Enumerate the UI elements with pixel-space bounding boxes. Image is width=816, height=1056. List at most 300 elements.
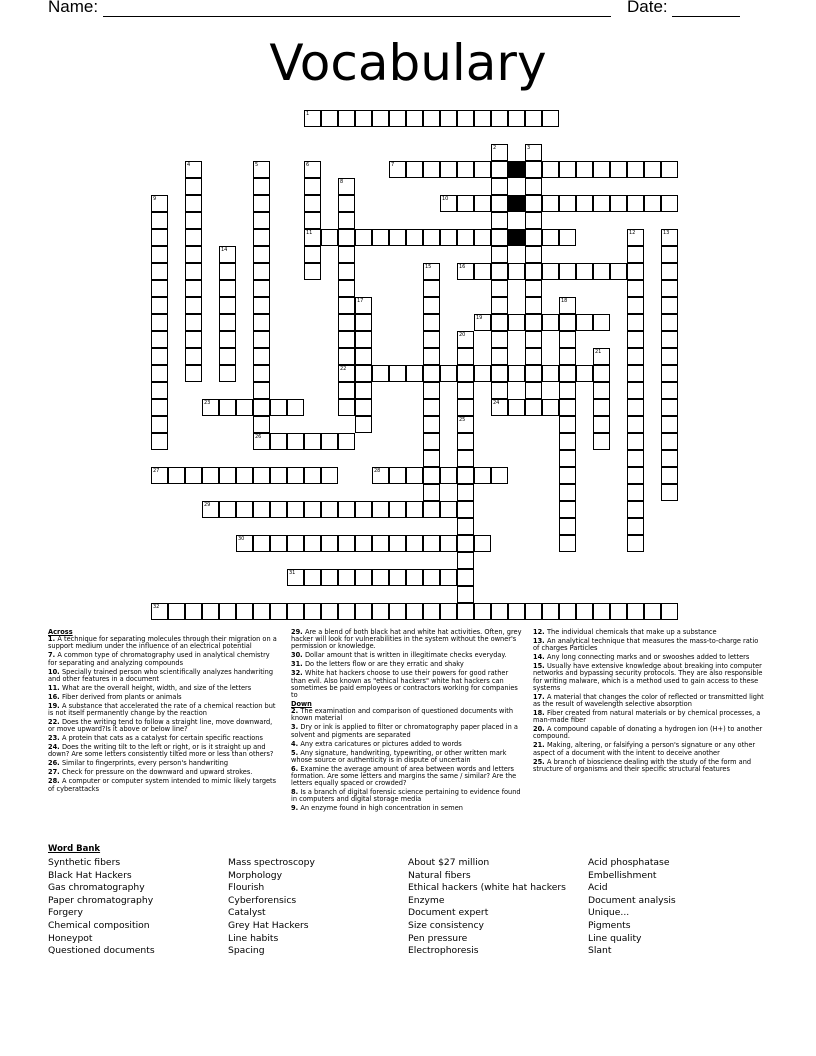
grid-cell[interactable] xyxy=(372,501,389,518)
grid-cell[interactable] xyxy=(304,501,321,518)
grid-cell[interactable] xyxy=(287,603,304,620)
grid-cell[interactable] xyxy=(185,263,202,280)
grid-cell[interactable] xyxy=(338,399,355,416)
grid-cell[interactable] xyxy=(287,467,304,484)
grid-cell[interactable] xyxy=(151,433,168,450)
grid-cell[interactable] xyxy=(219,314,236,331)
grid-cell[interactable] xyxy=(559,382,576,399)
grid-cell[interactable] xyxy=(457,433,474,450)
grid-cell[interactable] xyxy=(389,535,406,552)
grid-cell[interactable] xyxy=(287,399,304,416)
grid-cell[interactable] xyxy=(440,229,457,246)
grid-cell[interactable] xyxy=(525,263,542,280)
grid-cell[interactable] xyxy=(338,433,355,450)
grid-cell[interactable] xyxy=(542,603,559,620)
grid-cell[interactable] xyxy=(627,603,644,620)
grid-cell[interactable] xyxy=(457,195,474,212)
grid-cell[interactable] xyxy=(457,382,474,399)
grid-cell[interactable] xyxy=(491,212,508,229)
grid-cell[interactable] xyxy=(644,603,661,620)
grid-cell[interactable] xyxy=(355,348,372,365)
grid-cell[interactable] xyxy=(457,518,474,535)
grid-cell[interactable] xyxy=(525,331,542,348)
grid-cell[interactable] xyxy=(559,467,576,484)
grid-cell[interactable] xyxy=(202,603,219,620)
grid-cell[interactable] xyxy=(185,331,202,348)
grid-cell[interactable] xyxy=(185,195,202,212)
grid-cell[interactable] xyxy=(661,263,678,280)
grid-cell[interactable] xyxy=(440,110,457,127)
grid-cell[interactable] xyxy=(525,314,542,331)
grid-cell[interactable] xyxy=(593,399,610,416)
grid-cell[interactable] xyxy=(253,229,270,246)
grid-cell[interactable] xyxy=(508,603,525,620)
grid-cell[interactable] xyxy=(219,467,236,484)
grid-cell[interactable] xyxy=(627,195,644,212)
grid-cell[interactable] xyxy=(627,416,644,433)
grid-cell[interactable] xyxy=(457,229,474,246)
grid-cell[interactable] xyxy=(457,467,474,484)
grid-cell[interactable] xyxy=(321,603,338,620)
grid-cell[interactable] xyxy=(151,314,168,331)
grid-cell[interactable] xyxy=(627,433,644,450)
grid-cell[interactable] xyxy=(457,484,474,501)
grid-cell[interactable] xyxy=(236,603,253,620)
grid-cell[interactable] xyxy=(304,467,321,484)
grid-cell[interactable] xyxy=(185,348,202,365)
grid-cell[interactable] xyxy=(423,535,440,552)
grid-cell[interactable] xyxy=(219,399,236,416)
grid-cell[interactable] xyxy=(151,348,168,365)
grid-cell[interactable] xyxy=(661,484,678,501)
grid-cell[interactable] xyxy=(372,365,389,382)
grid-cell[interactable] xyxy=(151,399,168,416)
grid-cell[interactable] xyxy=(661,280,678,297)
grid-cell[interactable] xyxy=(491,229,508,246)
grid-cell[interactable] xyxy=(389,365,406,382)
grid-cell[interactable] xyxy=(525,382,542,399)
grid-cell[interactable] xyxy=(270,399,287,416)
grid-cell[interactable] xyxy=(185,212,202,229)
grid-cell[interactable] xyxy=(423,433,440,450)
grid-cell[interactable] xyxy=(525,348,542,365)
grid-cell[interactable] xyxy=(355,110,372,127)
grid-cell[interactable] xyxy=(355,331,372,348)
grid-cell[interactable] xyxy=(491,297,508,314)
grid-cell[interactable] xyxy=(457,603,474,620)
grid-cell[interactable] xyxy=(542,161,559,178)
grid-cell[interactable] xyxy=(338,382,355,399)
grid-cell[interactable] xyxy=(627,263,644,280)
grid-cell[interactable] xyxy=(627,348,644,365)
grid-cell[interactable] xyxy=(627,365,644,382)
grid-cell[interactable] xyxy=(321,535,338,552)
grid-cell[interactable] xyxy=(559,450,576,467)
grid-cell[interactable] xyxy=(151,263,168,280)
grid-cell[interactable] xyxy=(576,195,593,212)
grid-cell[interactable] xyxy=(525,603,542,620)
grid-cell[interactable] xyxy=(253,178,270,195)
grid-cell[interactable] xyxy=(253,280,270,297)
grid-cell[interactable] xyxy=(406,501,423,518)
grid-cell[interactable] xyxy=(525,365,542,382)
grid-cell[interactable] xyxy=(151,229,168,246)
grid-cell[interactable] xyxy=(491,348,508,365)
grid-cell[interactable] xyxy=(423,280,440,297)
grid-cell[interactable] xyxy=(491,178,508,195)
grid-cell[interactable] xyxy=(491,110,508,127)
grid-cell[interactable] xyxy=(627,314,644,331)
grid-cell[interactable] xyxy=(338,535,355,552)
grid-cell[interactable] xyxy=(304,535,321,552)
grid-cell[interactable] xyxy=(610,161,627,178)
grid-cell[interactable] xyxy=(372,535,389,552)
grid-cell[interactable] xyxy=(559,263,576,280)
grid-cell[interactable] xyxy=(304,195,321,212)
grid-cell[interactable] xyxy=(457,399,474,416)
grid-cell[interactable] xyxy=(355,569,372,586)
grid-cell[interactable] xyxy=(457,450,474,467)
grid-cell[interactable] xyxy=(627,246,644,263)
grid-cell[interactable] xyxy=(491,331,508,348)
grid-cell[interactable] xyxy=(627,399,644,416)
grid-cell[interactable] xyxy=(406,229,423,246)
grid-cell[interactable] xyxy=(457,569,474,586)
grid-cell[interactable] xyxy=(457,110,474,127)
grid-cell[interactable] xyxy=(304,603,321,620)
grid-cell[interactable] xyxy=(423,467,440,484)
grid-cell[interactable] xyxy=(593,416,610,433)
grid-cell[interactable] xyxy=(559,416,576,433)
grid-cell[interactable] xyxy=(474,603,491,620)
grid-cell[interactable] xyxy=(253,501,270,518)
grid-cell[interactable] xyxy=(593,161,610,178)
grid-cell[interactable] xyxy=(219,331,236,348)
grid-cell[interactable] xyxy=(559,433,576,450)
grid-cell[interactable] xyxy=(576,263,593,280)
grid-cell[interactable] xyxy=(151,365,168,382)
grid-cell[interactable] xyxy=(355,229,372,246)
grid-cell[interactable] xyxy=(508,110,525,127)
grid-cell[interactable] xyxy=(491,314,508,331)
grid-cell[interactable] xyxy=(576,314,593,331)
grid-cell[interactable] xyxy=(185,280,202,297)
grid-cell[interactable] xyxy=(593,195,610,212)
grid-cell[interactable] xyxy=(508,314,525,331)
grid-cell[interactable] xyxy=(474,467,491,484)
grid-cell[interactable] xyxy=(253,263,270,280)
grid-cell[interactable] xyxy=(508,365,525,382)
grid-cell[interactable] xyxy=(423,484,440,501)
grid-cell[interactable] xyxy=(270,433,287,450)
grid-cell[interactable] xyxy=(440,603,457,620)
grid-cell[interactable] xyxy=(219,603,236,620)
grid-cell[interactable] xyxy=(491,382,508,399)
grid-cell[interactable] xyxy=(151,331,168,348)
grid-cell[interactable] xyxy=(185,229,202,246)
grid-cell[interactable] xyxy=(610,603,627,620)
grid-cell[interactable] xyxy=(338,348,355,365)
grid-cell[interactable] xyxy=(525,110,542,127)
grid-cell[interactable] xyxy=(338,331,355,348)
grid-cell[interactable] xyxy=(661,467,678,484)
grid-cell[interactable] xyxy=(321,501,338,518)
grid-cell[interactable] xyxy=(321,569,338,586)
grid-cell[interactable] xyxy=(151,212,168,229)
grid-cell[interactable] xyxy=(321,229,338,246)
grid-cell[interactable] xyxy=(168,603,185,620)
grid-cell[interactable] xyxy=(253,314,270,331)
grid-cell[interactable] xyxy=(542,263,559,280)
grid-cell[interactable] xyxy=(559,535,576,552)
grid-cell[interactable] xyxy=(627,501,644,518)
grid-cell[interactable] xyxy=(219,348,236,365)
grid-cell[interactable] xyxy=(491,365,508,382)
grid-cell[interactable] xyxy=(236,399,253,416)
grid-cell[interactable] xyxy=(508,399,525,416)
grid-cell[interactable] xyxy=(627,484,644,501)
grid-cell[interactable] xyxy=(338,195,355,212)
grid-cell[interactable] xyxy=(491,603,508,620)
grid-cell[interactable] xyxy=(389,569,406,586)
grid-cell[interactable] xyxy=(423,297,440,314)
grid-cell[interactable] xyxy=(304,433,321,450)
grid-cell[interactable] xyxy=(661,348,678,365)
grid-cell[interactable] xyxy=(355,501,372,518)
grid-cell[interactable] xyxy=(423,501,440,518)
grid-cell[interactable] xyxy=(338,297,355,314)
grid-cell[interactable] xyxy=(287,535,304,552)
grid-cell[interactable] xyxy=(457,501,474,518)
grid-cell[interactable] xyxy=(423,229,440,246)
grid-cell[interactable] xyxy=(389,467,406,484)
grid-cell[interactable] xyxy=(389,501,406,518)
grid-cell[interactable] xyxy=(151,297,168,314)
grid-cell[interactable] xyxy=(151,382,168,399)
grid-cell[interactable] xyxy=(661,603,678,620)
grid-cell[interactable] xyxy=(423,603,440,620)
grid-cell[interactable] xyxy=(644,161,661,178)
grid-cell[interactable] xyxy=(304,263,321,280)
grid-cell[interactable] xyxy=(219,263,236,280)
grid-cell[interactable] xyxy=(423,110,440,127)
grid-cell[interactable] xyxy=(185,178,202,195)
grid-cell[interactable] xyxy=(355,314,372,331)
grid-cell[interactable] xyxy=(440,535,457,552)
grid-cell[interactable] xyxy=(355,399,372,416)
grid-cell[interactable] xyxy=(389,603,406,620)
grid-cell[interactable] xyxy=(627,518,644,535)
grid-cell[interactable] xyxy=(304,212,321,229)
grid-cell[interactable] xyxy=(542,195,559,212)
grid-cell[interactable] xyxy=(661,195,678,212)
grid-cell[interactable] xyxy=(661,365,678,382)
grid-cell[interactable] xyxy=(185,365,202,382)
grid-cell[interactable] xyxy=(423,365,440,382)
grid-cell[interactable] xyxy=(661,399,678,416)
grid-cell[interactable] xyxy=(219,501,236,518)
grid-cell[interactable] xyxy=(474,110,491,127)
grid-cell[interactable] xyxy=(253,416,270,433)
grid-cell[interactable] xyxy=(661,433,678,450)
grid-cell[interactable] xyxy=(474,195,491,212)
grid-cell[interactable] xyxy=(559,314,576,331)
grid-cell[interactable] xyxy=(423,314,440,331)
grid-cell[interactable] xyxy=(593,603,610,620)
grid-cell[interactable] xyxy=(661,297,678,314)
grid-cell[interactable] xyxy=(542,365,559,382)
grid-cell[interactable] xyxy=(355,382,372,399)
grid-cell[interactable] xyxy=(372,603,389,620)
grid-cell[interactable] xyxy=(423,382,440,399)
grid-cell[interactable] xyxy=(338,110,355,127)
grid-cell[interactable] xyxy=(253,195,270,212)
grid-cell[interactable] xyxy=(627,450,644,467)
grid-cell[interactable] xyxy=(406,467,423,484)
grid-cell[interactable] xyxy=(627,331,644,348)
grid-cell[interactable] xyxy=(525,297,542,314)
grid-cell[interactable] xyxy=(151,246,168,263)
grid-cell[interactable] xyxy=(338,501,355,518)
grid-cell[interactable] xyxy=(270,467,287,484)
grid-cell[interactable] xyxy=(321,110,338,127)
grid-cell[interactable] xyxy=(457,161,474,178)
grid-cell[interactable] xyxy=(423,331,440,348)
grid-cell[interactable] xyxy=(406,603,423,620)
grid-cell[interactable] xyxy=(559,331,576,348)
grid-cell[interactable] xyxy=(576,161,593,178)
grid-cell[interactable] xyxy=(491,263,508,280)
grid-cell[interactable] xyxy=(559,348,576,365)
grid-cell[interactable] xyxy=(440,365,457,382)
grid-cell[interactable] xyxy=(253,535,270,552)
grid-cell[interactable] xyxy=(559,518,576,535)
grid-cell[interactable] xyxy=(593,382,610,399)
grid-cell[interactable] xyxy=(338,280,355,297)
grid-cell[interactable] xyxy=(389,110,406,127)
grid-cell[interactable] xyxy=(457,535,474,552)
grid-cell[interactable] xyxy=(270,501,287,518)
grid-cell[interactable] xyxy=(661,161,678,178)
grid-cell[interactable] xyxy=(253,246,270,263)
grid-cell[interactable] xyxy=(559,399,576,416)
grid-cell[interactable] xyxy=(253,348,270,365)
grid-cell[interactable] xyxy=(423,348,440,365)
grid-cell[interactable] xyxy=(559,229,576,246)
grid-cell[interactable] xyxy=(661,246,678,263)
grid-cell[interactable] xyxy=(661,314,678,331)
grid-cell[interactable] xyxy=(338,314,355,331)
grid-cell[interactable] xyxy=(355,535,372,552)
grid-cell[interactable] xyxy=(525,212,542,229)
grid-cell[interactable] xyxy=(372,229,389,246)
grid-cell[interactable] xyxy=(338,263,355,280)
grid-cell[interactable] xyxy=(287,501,304,518)
grid-cell[interactable] xyxy=(474,535,491,552)
grid-cell[interactable] xyxy=(219,365,236,382)
grid-cell[interactable] xyxy=(253,331,270,348)
grid-cell[interactable] xyxy=(406,110,423,127)
grid-cell[interactable] xyxy=(406,161,423,178)
grid-cell[interactable] xyxy=(610,195,627,212)
grid-cell[interactable] xyxy=(304,178,321,195)
grid-cell[interactable] xyxy=(338,229,355,246)
grid-cell[interactable] xyxy=(423,416,440,433)
grid-cell[interactable] xyxy=(525,195,542,212)
grid-cell[interactable] xyxy=(287,433,304,450)
grid-cell[interactable] xyxy=(185,314,202,331)
grid-cell[interactable] xyxy=(559,501,576,518)
grid-cell[interactable] xyxy=(338,212,355,229)
grid-cell[interactable] xyxy=(185,297,202,314)
grid-cell[interactable] xyxy=(491,161,508,178)
grid-cell[interactable] xyxy=(236,467,253,484)
grid-cell[interactable] xyxy=(593,263,610,280)
grid-cell[interactable] xyxy=(389,229,406,246)
grid-cell[interactable] xyxy=(644,195,661,212)
grid-cell[interactable] xyxy=(627,467,644,484)
grid-cell[interactable] xyxy=(542,399,559,416)
grid-cell[interactable] xyxy=(406,535,423,552)
grid-cell[interactable] xyxy=(559,365,576,382)
grid-cell[interactable] xyxy=(423,569,440,586)
grid-cell[interactable] xyxy=(661,331,678,348)
grid-cell[interactable] xyxy=(406,365,423,382)
grid-cell[interactable] xyxy=(491,195,508,212)
grid-cell[interactable] xyxy=(440,467,457,484)
grid-cell[interactable] xyxy=(474,229,491,246)
grid-cell[interactable] xyxy=(525,178,542,195)
grid-cell[interactable] xyxy=(627,161,644,178)
grid-cell[interactable] xyxy=(253,467,270,484)
grid-cell[interactable] xyxy=(525,246,542,263)
grid-cell[interactable] xyxy=(593,314,610,331)
grid-cell[interactable] xyxy=(559,195,576,212)
grid-cell[interactable] xyxy=(491,467,508,484)
grid-cell[interactable] xyxy=(185,467,202,484)
grid-cell[interactable] xyxy=(355,365,372,382)
grid-cell[interactable] xyxy=(338,569,355,586)
grid-cell[interactable] xyxy=(440,569,457,586)
grid-cell[interactable] xyxy=(627,382,644,399)
grid-cell[interactable] xyxy=(525,229,542,246)
grid-cell[interactable] xyxy=(355,416,372,433)
grid-cell[interactable] xyxy=(661,450,678,467)
grid-cell[interactable] xyxy=(372,110,389,127)
grid-cell[interactable] xyxy=(559,484,576,501)
grid-cell[interactable] xyxy=(627,280,644,297)
grid-cell[interactable] xyxy=(661,382,678,399)
grid-cell[interactable] xyxy=(593,365,610,382)
grid-cell[interactable] xyxy=(151,280,168,297)
grid-cell[interactable] xyxy=(542,110,559,127)
grid-cell[interactable] xyxy=(627,535,644,552)
grid-cell[interactable] xyxy=(304,246,321,263)
grid-cell[interactable] xyxy=(355,603,372,620)
grid-cell[interactable] xyxy=(661,416,678,433)
grid-cell[interactable] xyxy=(321,467,338,484)
grid-cell[interactable] xyxy=(474,161,491,178)
grid-cell[interactable] xyxy=(423,450,440,467)
grid-cell[interactable] xyxy=(253,603,270,620)
grid-cell[interactable] xyxy=(151,416,168,433)
grid-cell[interactable] xyxy=(236,501,253,518)
grid-cell[interactable] xyxy=(253,365,270,382)
grid-cell[interactable] xyxy=(610,263,627,280)
grid-cell[interactable] xyxy=(542,314,559,331)
grid-cell[interactable] xyxy=(457,552,474,569)
grid-cell[interactable] xyxy=(576,603,593,620)
